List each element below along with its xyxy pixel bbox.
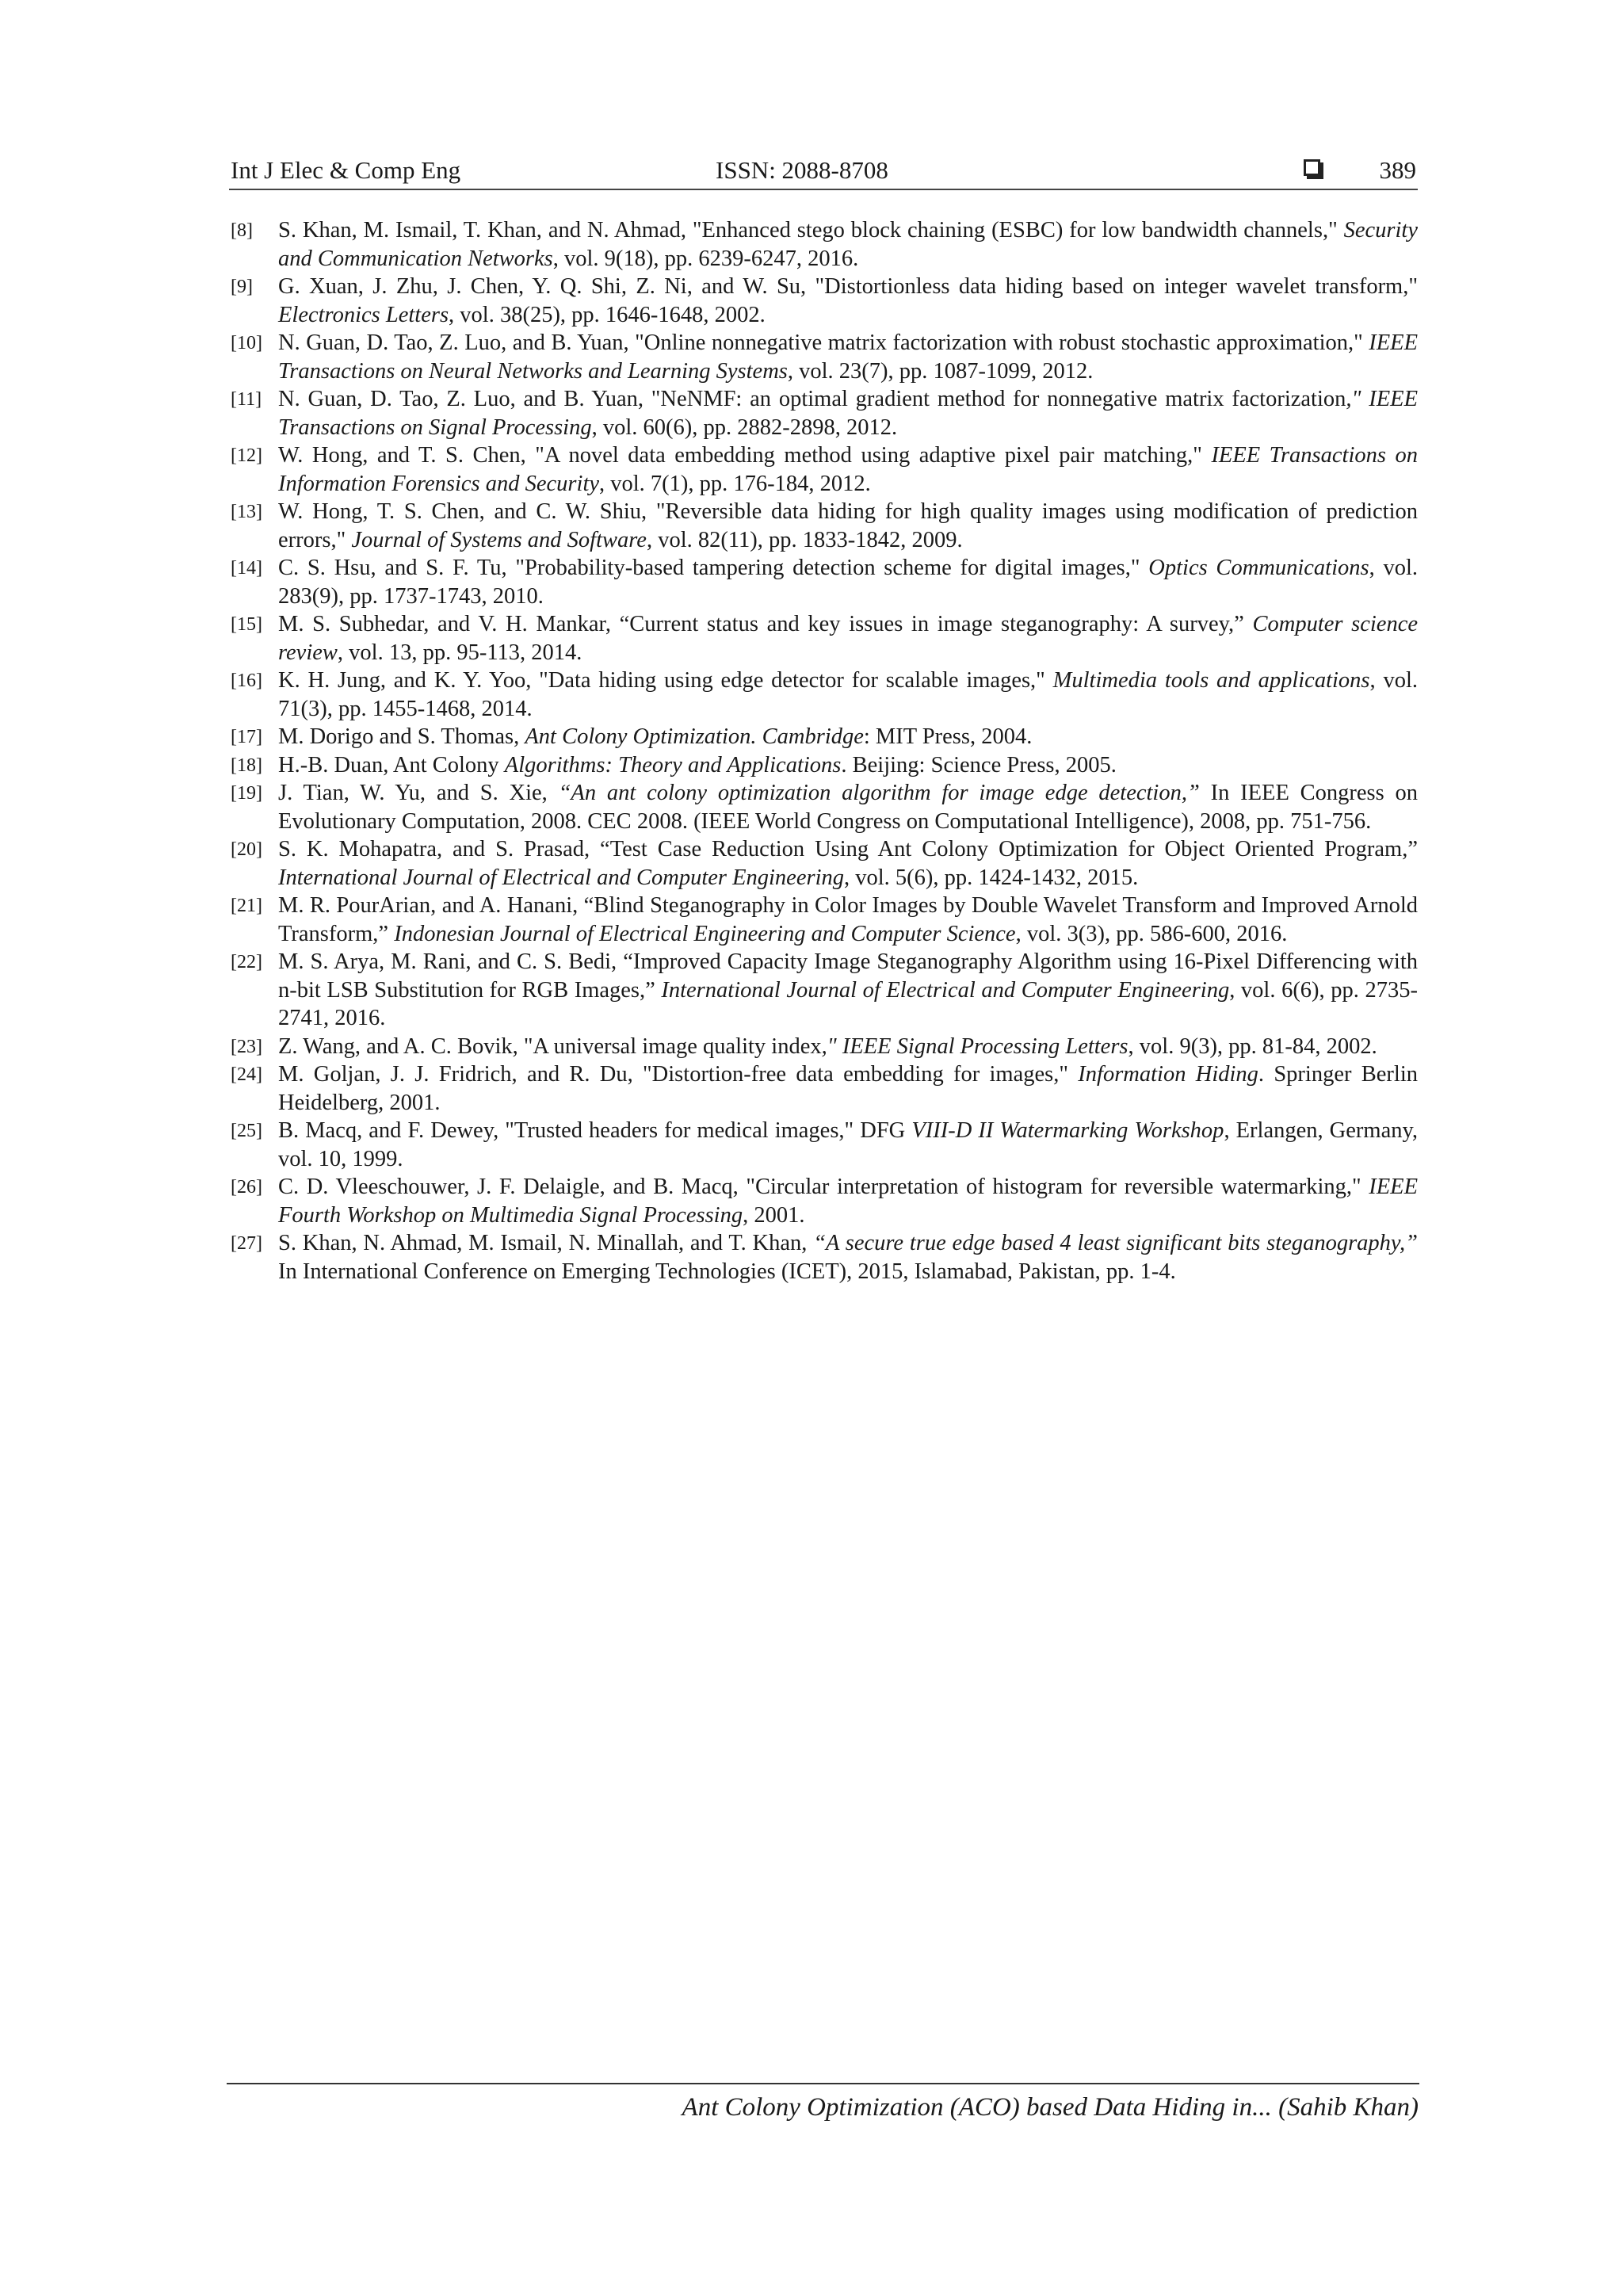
reference-fragment: K. H. Jung, and K. Y. Yoo, "Data hiding using edge detector for scalable images," xyxy=(278,668,1053,693)
reference-fragment: In International Conference on Emerging Technologies (ICET), 2015, Islamabad, Pakistan, pp. 1-4. xyxy=(278,1259,1176,1284)
reference-item xyxy=(229,1173,1418,1229)
reference-text xyxy=(278,273,1418,329)
reference-number: [9] xyxy=(231,277,253,297)
reference-venue: Security and Communication Networks xyxy=(278,218,1418,271)
reference-text xyxy=(278,441,1418,498)
reference-number: [23] xyxy=(231,1036,262,1057)
reference-number: [13] xyxy=(231,502,262,522)
reference-fragment: G. Xuan, J. Zhu, J. Chen, Y. Q. Shi, Z. Ni, and W. Su, "Distortionless data hiding based on integer wavelet transform," xyxy=(278,274,1418,299)
reference-item xyxy=(229,779,1418,835)
reference-text xyxy=(278,1033,1418,1061)
reference-fragment: M. Dorigo and S. Thomas, xyxy=(278,724,525,749)
reference-fragment: In IEEE Congress on Evolutionary Computation, 2008. CEC 2008. (IEEE World Congress on Computational Intelligence), 2008, pp. 751-756. xyxy=(278,781,1418,834)
reference-text xyxy=(278,948,1418,1033)
reference-fragment: , vol. 60(6), pp. 2882-2898, 2012. xyxy=(591,415,898,440)
reference-fragment: , vol. 7(1), pp. 176-184, 2012. xyxy=(599,471,871,496)
reference-fragment: S. K. Mohapatra, and S. Prasad, “Test Case Reduction Using Ant Colony Optimization for Object Oriented Program,” xyxy=(278,837,1418,861)
reference-number: [18] xyxy=(231,755,262,776)
reference-item xyxy=(229,1229,1418,1286)
reference-number: [20] xyxy=(231,839,262,860)
reference-item xyxy=(229,441,1418,498)
reference-fragment: S. Khan, N. Ahmad, M. Ismail, N. Minallah, and T. Khan, xyxy=(278,1231,814,1255)
reference-fragment: M. R. PourArian, and A. Hanani, “Blind Steganography in Color Images by Double Wavelet Transform and Improved Arnold Transform,” xyxy=(278,893,1418,946)
reference-number: [8] xyxy=(231,220,253,241)
reference-fragment: , vol. 71(3), pp. 1455-1468, 2014. xyxy=(278,668,1418,721)
reference-fragment: , vol. 23(7), pp. 1087-1099, 2012. xyxy=(787,358,1094,384)
reference-item xyxy=(229,948,1418,1033)
reference-venue: Optics Communications xyxy=(1148,556,1369,580)
reference-venue: VIII-D II Watermarking Workshop xyxy=(911,1118,1224,1143)
reference-text xyxy=(278,329,1418,385)
reference-fragment: , vol. 3(3), pp. 586-600, 2016. xyxy=(1015,921,1288,946)
reference-text xyxy=(278,216,1418,273)
reference-number: [22] xyxy=(231,952,262,972)
reference-item xyxy=(229,1033,1418,1061)
reference-fragment: Z. Wang, and A. C. Bovik, "A universal image quality index xyxy=(278,1033,822,1059)
reference-venue: IEEE Transactions on Neural Networks and Learning Systems xyxy=(278,330,1418,384)
reference-item xyxy=(229,667,1418,723)
reference-fragment: M. Goljan, J. J. Fridrich, and R. Du, "Distortion-free data embedding for images," xyxy=(278,1062,1079,1087)
reference-text xyxy=(278,1229,1418,1286)
reference-fragment: W. Hong, and T. S. Chen, "A novel data embedding method using adaptive pixel pair matching," xyxy=(278,443,1212,468)
reference-fragment: C. S. Hsu, and S. F. Tu, "Probability-based tampering detection scheme for digital images," xyxy=(278,556,1149,580)
reference-number: [15] xyxy=(231,614,262,635)
reference-venue: IEEE Fourth Workshop on Multimedia Signal Processing xyxy=(278,1175,1418,1228)
reference-fragment: S. Khan, M. Ismail, T. Khan, and N. Ahmad, "Enhanced stego block chaining (ESBC) for low bandwidth channels," xyxy=(278,218,1344,243)
reference-fragment: J. Tian, W. Yu, and S. Xie, xyxy=(278,781,559,805)
reference-venue: Algorithms: Theory and Applications xyxy=(504,752,842,777)
reference-fragment: . Springer Berlin Heidelberg, 2001. xyxy=(278,1062,1418,1115)
reference-item xyxy=(229,498,1418,554)
reference-venue: International Journal of Electrical and Computer Engineering xyxy=(661,977,1230,1003)
page-number: 389 xyxy=(1379,156,1416,184)
reference-number: [19] xyxy=(231,783,262,804)
reference-number: [16] xyxy=(231,670,262,691)
issn-label: ISSN: 2088-8708 xyxy=(716,156,888,184)
reference-fragment: N. Guan, D. Tao, Z. Luo, and B. Yuan, "NeNMF: an optimal gradient method for nonnegative matrix factorization xyxy=(278,387,1346,411)
reference-text xyxy=(278,751,1418,780)
reference-fragment: , Erlangen, Germany, vol. 10, 1999. xyxy=(278,1118,1418,1171)
reference-fragment: : MIT Press, 2004. xyxy=(863,724,1033,749)
reference-text xyxy=(278,385,1418,441)
reference-fragment: , 2001. xyxy=(743,1202,805,1228)
reference-item xyxy=(229,751,1418,780)
reference-item xyxy=(229,1060,1418,1117)
reference-fragment: M. S. Subhedar, and V. H. Mankar, “Current status and key issues in image steganography: A survey,” xyxy=(278,612,1253,636)
reference-text xyxy=(278,667,1418,723)
reference-fragment: , vol. 6(6), pp. 2735-2741, 2016. xyxy=(278,977,1418,1030)
reference-fragment: , vol. 5(6), pp. 1424-1432, 2015. xyxy=(844,865,1139,890)
reference-venue: “A secure true edge based 4 least significant bits steganography,” xyxy=(813,1231,1418,1255)
reference-venue: “An ant colony optimization algorithm for image edge detection,” xyxy=(558,781,1200,805)
reference-item xyxy=(229,385,1418,441)
reference-venue: ," IEEE Signal Processing Letters xyxy=(821,1033,1128,1059)
reference-venue: Computer science review xyxy=(278,612,1418,665)
reference-fragment: , vol. 9(3), pp. 81-84, 2002. xyxy=(1128,1033,1377,1059)
page-header xyxy=(229,152,1418,190)
reference-item xyxy=(229,723,1418,751)
reference-text xyxy=(278,835,1418,892)
reference-fragment: , vol. 283(9), pp. 1737-1743, 2010. xyxy=(278,556,1419,609)
reference-number: [27] xyxy=(231,1233,262,1254)
reference-item xyxy=(229,329,1418,385)
reference-venue: Journal of Systems and Software xyxy=(351,527,647,552)
reference-item xyxy=(229,610,1418,667)
reference-number: [10] xyxy=(231,333,262,353)
reference-text xyxy=(278,1060,1418,1117)
reference-fragment: M. S. Arya, M. Rani, and C. S. Bedi, “Improved Capacity Image Steganography Algorithm using 16-Pixel Differencing with n-bit LSB Substitution for RGB Images,” xyxy=(278,949,1418,1003)
reference-fragment: W. Hong, T. S. Chen, and C. W. Shiu, "Reversible data hiding for high quality images using modification of prediction errors," xyxy=(278,499,1418,552)
reference-number: [21] xyxy=(231,896,262,916)
reference-fragment: H.-B. Duan, Ant Colony xyxy=(278,752,505,777)
reference-number: [25] xyxy=(231,1121,262,1141)
reference-venue: ," IEEE Transactions on Signal Processing xyxy=(278,387,1419,440)
reference-text xyxy=(278,498,1418,554)
reference-fragment: , vol. 82(11), pp. 1833-1842, 2009. xyxy=(646,527,963,552)
reference-fragment: B. Macq, and F. Dewey, "Trusted headers for medical images," DFG xyxy=(278,1118,912,1143)
reference-item xyxy=(229,216,1418,273)
reference-number: [26] xyxy=(231,1177,262,1198)
reference-fragment: . Beijing: Science Press, 2005. xyxy=(841,752,1117,777)
running-footer: Ant Colony Optimization (ACO) based Data Hiding in... (Sahib Khan) xyxy=(682,2093,1419,2122)
footer-divider xyxy=(227,2083,1419,2084)
reference-text xyxy=(278,1117,1418,1173)
reference-number: [17] xyxy=(231,727,262,747)
reference-number: [12] xyxy=(231,445,262,466)
reference-item xyxy=(229,1117,1418,1173)
reference-item xyxy=(229,892,1418,948)
reference-text xyxy=(278,892,1418,948)
reference-fragment: , vol. 13, pp. 95-113, 2014. xyxy=(337,640,582,665)
reference-fragment: , vol. 38(25), pp. 1646-1648, 2002. xyxy=(449,302,766,327)
reference-number: [24] xyxy=(231,1064,262,1085)
reference-venue: Multimedia tools and applications xyxy=(1052,668,1370,693)
reference-text xyxy=(278,1173,1418,1229)
reference-venue: Information Hiding xyxy=(1078,1062,1258,1087)
reference-text xyxy=(278,723,1418,751)
reference-number: [11] xyxy=(231,389,262,410)
journal-name: Int J Elec & Comp Eng xyxy=(231,156,461,184)
reference-text xyxy=(278,779,1418,835)
reference-item xyxy=(229,273,1418,329)
reference-venue: IEEE Transactions on Information Forensics and Security xyxy=(278,443,1418,496)
reference-text xyxy=(278,610,1418,667)
reference-fragment: N. Guan, D. Tao, Z. Luo, and B. Yuan, "Online nonnegative matrix factorization with robust stochastic approximation," xyxy=(278,330,1369,355)
reference-fragment: , vol. 9(18), pp. 6239-6247, 2016. xyxy=(552,246,859,271)
reference-fragment: C. D. Vleeschouwer, J. F. Delaigle, and B. Macq, "Circular interpretation of histogram for reversible watermarking," xyxy=(278,1175,1369,1199)
reference-venue: Indonesian Journal of Electrical Engineering and Computer Science xyxy=(394,921,1016,946)
reference-text xyxy=(278,554,1418,610)
reference-venue: International Journal of Electrical and Computer Engineering xyxy=(278,865,844,890)
reference-venue: Ant Colony Optimization. Cambridge xyxy=(525,724,864,749)
reference-list xyxy=(229,216,1418,1286)
reference-item xyxy=(229,835,1418,892)
reference-number: [14] xyxy=(231,558,262,579)
checkbox-square-icon xyxy=(1304,159,1320,176)
reference-item xyxy=(229,554,1418,610)
reference-venue: Electronics Letters xyxy=(278,302,449,327)
